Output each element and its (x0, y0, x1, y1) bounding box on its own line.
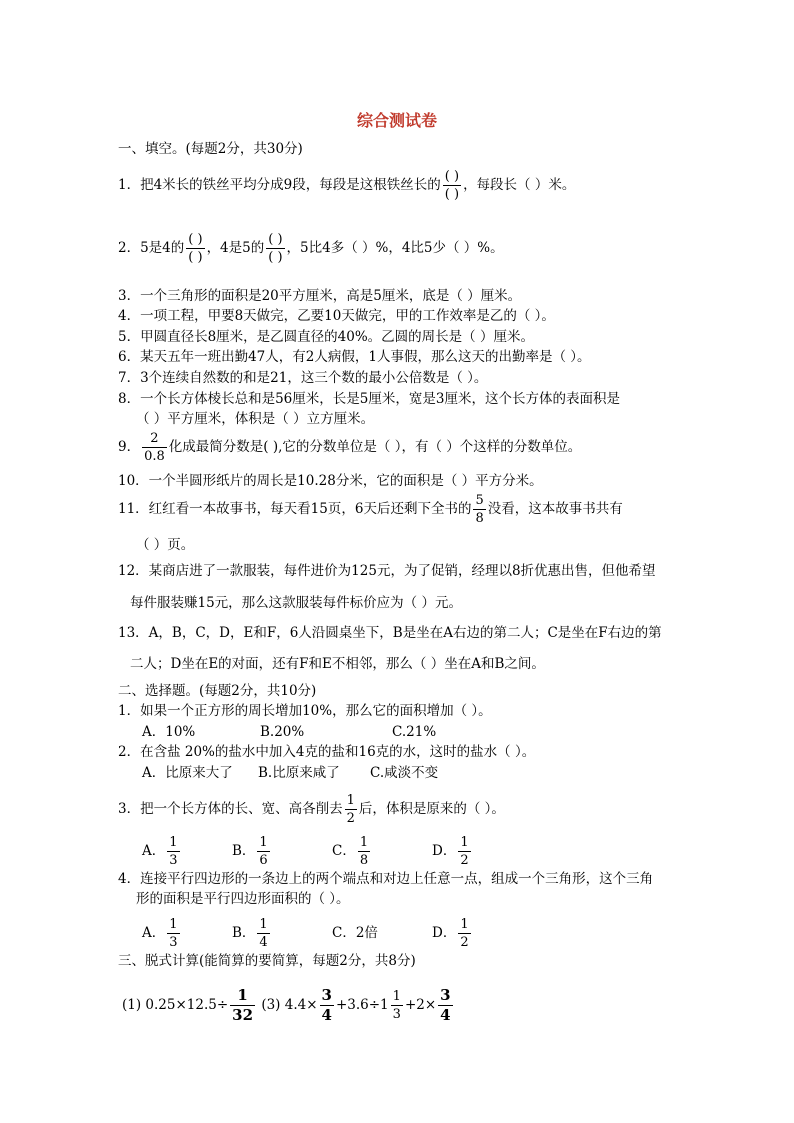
frac-num: ( ) (188, 232, 203, 247)
blank-fraction (266, 233, 284, 264)
frac-num: 1 (346, 793, 355, 808)
fraction (438, 988, 452, 1023)
frac-den: 2 (460, 853, 469, 868)
question-1-11c: （ ）页。 (136, 537, 195, 553)
question-1-4: 4．一项工程，甲要8天做完，乙要10天做完，甲的工作效率是乙的（ ）。 (118, 308, 555, 324)
blank-fraction (186, 233, 204, 264)
question-1-7: 7．3个连续自然数的和是21，这三个数的最小公倍数是（ ）。 (118, 370, 488, 386)
frac-num: ( ) (444, 169, 460, 184)
q-text: ，4是5的 (206, 240, 265, 256)
frac-den: 3 (169, 935, 178, 950)
section3-heading: 三、脱式计算(能简算的要简算，每题2分，共8分) (118, 953, 416, 969)
frac-den: 6 (259, 853, 268, 868)
option-b (232, 918, 332, 949)
fraction (458, 918, 470, 949)
blank-fraction (443, 170, 461, 201)
question-1-8a: 8．一个长方体棱长总和是56厘米，长是5厘米，宽是3厘米，这个长方体的表面积是 (118, 391, 620, 407)
q-text: 3．把一个长方体的长、宽、高各削去 (118, 801, 343, 817)
option-label: B． (232, 843, 256, 859)
frac-den: 8 (359, 853, 369, 868)
expr-1: (1) 0.25×12.5÷ (122, 997, 229, 1013)
expr-3: (3) 4.4× (261, 997, 318, 1013)
fraction (142, 432, 167, 463)
option-label: A． (142, 843, 166, 859)
frac-den: 0.8 (144, 449, 165, 464)
frac-num: 1 (460, 917, 469, 932)
calc-expressions (122, 988, 455, 1023)
option-label: C． (332, 843, 356, 859)
frac-num: 3 (440, 986, 451, 1004)
frac-den: 3 (392, 1007, 401, 1022)
frac-den: ( ) (188, 250, 203, 265)
option-b (232, 836, 332, 867)
question-1-3: 3．一个三角形的面积是20平方厘米，高是5厘米，底是（ ）厘米。 (118, 288, 522, 304)
frac-den: ( ) (444, 187, 460, 202)
option-d (432, 836, 473, 867)
fraction (320, 988, 334, 1023)
frac-num: 1 (169, 917, 178, 932)
question-1-11 (118, 494, 623, 525)
frac-num: 1 (230, 988, 255, 1006)
option-c: C．2倍 (332, 925, 378, 941)
frac-den: 32 (232, 1006, 254, 1024)
option-c: C.21% (392, 724, 437, 740)
frac-den: 8 (475, 511, 484, 526)
fraction (167, 836, 179, 867)
question-2-1-options (142, 723, 436, 741)
frac-num: 1 (259, 835, 268, 850)
question-1-13b: 二人；D坐在E的对面，还有F和E不相邻，那么（ ）坐在A和B之间。 (130, 656, 545, 672)
q-number: 9． (118, 439, 141, 455)
frac-num: 2 (142, 432, 167, 448)
question-1-5: 5．甲圆直径长8厘米，是乙圆直径的40%。乙圆的周长是（ ）厘米。 (118, 329, 534, 345)
question-1-2 (118, 233, 504, 264)
question-2-1: 1．如果一个正方形的周长增加10%，那么它的面积增加（ ）。 (118, 703, 492, 719)
frac-den: 2 (460, 935, 469, 950)
q-text: 11．红红看一本故事书，每天看15页，6天后还剩下全书的 (118, 501, 472, 517)
q-text: 没看，这本故事书共有 (487, 501, 623, 517)
frac-num: 1 (169, 835, 178, 850)
option-label: D． (432, 925, 457, 941)
question-2-2: 2．在含盐 20%的盐水中加入4克的盐和16克的水，这时的盐水（ ）。 (118, 744, 536, 760)
option-a (142, 918, 232, 949)
question-1-12b: 每件服装赚15元，那么这款服装每件标价应为（ ）元。 (130, 595, 462, 611)
q-text: 化成最简分数是( ),它的分数单位是（ ），有（ ）个这样的分数单位。 (168, 439, 582, 455)
option-label: B． (232, 925, 256, 941)
question-1-10: 10．一个半圆形纸片的周长是10.28分米，它的面积是（ ）平方分米。 (118, 473, 543, 489)
fraction (391, 990, 403, 1021)
question-1-6: 6．某天五年一班出勤47人，有2人病假，1人事假，那么这天的出勤率是（ ）。 (118, 349, 591, 365)
q-text: ，每段长（ ）米。 (463, 177, 576, 193)
frac-den: 3 (169, 853, 178, 868)
fraction (257, 918, 269, 949)
option-a: A．10% (142, 724, 196, 740)
question-1-9 (118, 432, 581, 463)
question-2-4-options (142, 918, 473, 949)
expr-3-part: +3.6÷1 (335, 997, 389, 1013)
option-c: C.咸淡不变 (370, 765, 439, 781)
page-title: 综合测试卷 (356, 111, 437, 130)
frac-den: ( ) (268, 250, 283, 265)
fraction (345, 794, 357, 825)
fraction (458, 836, 470, 867)
q-text: ，5比4多（ ）%，4比5少（ ）%。 (286, 240, 504, 256)
fraction (167, 918, 179, 949)
frac-num: 1 (259, 917, 268, 932)
question-1-12a: 12．某商店进了一款服装，每件进价为125元，为了促销，经理以8折优惠出售，但他希望 (118, 563, 656, 579)
question-2-4a: 4．连接平行四边形的一条边上的两个端点和对边上任意一点，组成一个三角形，这个三角 (118, 871, 654, 887)
frac-num: 1 (392, 989, 401, 1004)
question-1-1 (118, 170, 575, 201)
question-1-13a: 13．A，B，C，D，E和F，6人沿圆桌坐下，B是坐在A右边的第二人；C是坐在F右边的第 (118, 625, 662, 641)
question-2-3-options (142, 836, 473, 867)
fraction (230, 988, 255, 1023)
frac-num: 5 (475, 493, 484, 508)
q-text: 2．5是4的 (118, 240, 185, 256)
option-a: A．比原来大了 (142, 765, 233, 781)
question-1-8b: （ ）平方厘米，体积是（ ）立方厘米。 (136, 411, 375, 427)
option-label: A． (142, 925, 166, 941)
fraction (257, 836, 269, 867)
option-c (332, 836, 432, 867)
option-d (432, 918, 473, 949)
frac-num: 3 (321, 986, 332, 1004)
fraction (473, 494, 485, 525)
frac-num: ( ) (268, 232, 283, 247)
option-b: B.20% (260, 724, 305, 740)
frac-den: 4 (440, 1006, 451, 1024)
option-label: D． (432, 843, 457, 859)
option-b: B.比原来咸了 (258, 765, 340, 781)
frac-den: 2 (346, 811, 355, 826)
section2-heading: 二、选择题。(每题2分，共10分) (118, 683, 317, 699)
frac-den: 4 (321, 1006, 332, 1024)
section1-heading: 一、填空。(每题2分，共30分) (118, 141, 303, 157)
fraction (358, 836, 370, 867)
expr-3-part: +2× (404, 997, 437, 1013)
q-text: 1．把4米长的铁丝平均分成9段，每段是这根铁丝长的 (118, 177, 441, 193)
question-2-3 (118, 794, 505, 825)
question-2-2-options (142, 764, 438, 782)
frac-num: 1 (460, 835, 469, 850)
q-text: 后，体积是原来的（ ）。 (358, 801, 505, 817)
option-a (142, 836, 232, 867)
question-2-4b: 形的面积是平行四边形面积的（ ）。 (136, 891, 350, 907)
frac-num: 1 (359, 835, 369, 850)
frac-den: 4 (259, 935, 268, 950)
